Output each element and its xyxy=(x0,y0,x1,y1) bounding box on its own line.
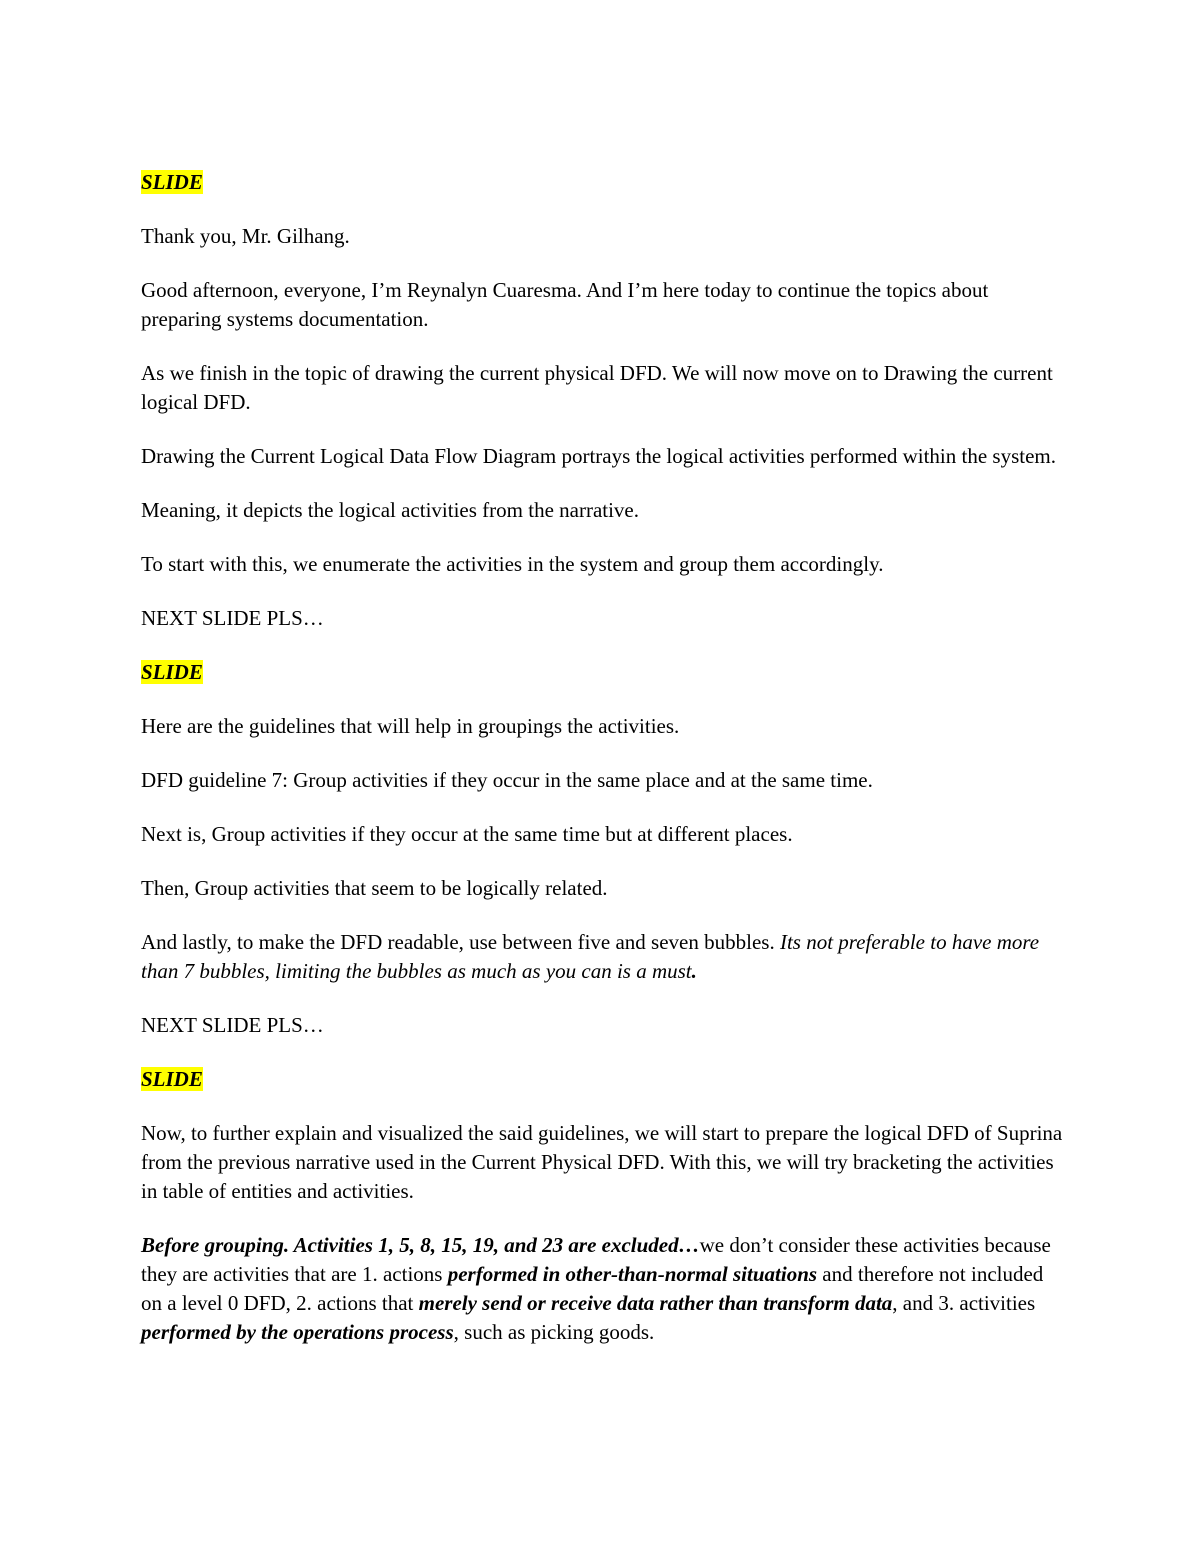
paragraph: Drawing the Current Logical Data Flow Diagram portrays the logical activities performed within the system. xyxy=(141,444,1056,468)
bold-italic-period: . xyxy=(691,959,697,983)
bold-italic-emphasis: Before grouping. Activities 1, 5, 8, 15, 19, and 23 are excluded… xyxy=(141,1233,700,1257)
paragraph-text: and therefore not included on a level 0 DFD, 2. actions that xyxy=(141,1262,1044,1315)
slide-marker-3 xyxy=(141,1065,1066,1094)
slide-label: SLIDE xyxy=(141,1067,203,1091)
paragraph: As we finish in the topic of drawing the current physical DFD. We will now move on to Drawing the current logical DFD. xyxy=(141,361,1053,414)
paragraph xyxy=(141,1231,1066,1347)
next-slide-note: NEXT SLIDE PLS… xyxy=(141,606,324,630)
next-slide-note: NEXT SLIDE PLS… xyxy=(141,1013,324,1037)
paragraph: To start with this, we enumerate the activities in the system and group them accordingly. xyxy=(141,552,884,576)
slide-label: SLIDE xyxy=(141,660,203,684)
paragraph-text: we don’t consider these activities because they are activities that are 1. actions xyxy=(141,1233,1051,1286)
paragraph-text: , such as picking goods. xyxy=(453,1320,655,1344)
paragraph-text: , and 3. activities xyxy=(892,1291,1036,1315)
bold-italic-emphasis: performed in other-than-normal situations xyxy=(447,1262,818,1286)
slide-marker-2 xyxy=(141,658,1066,687)
italic-emphasis: Its not preferable to have more than 7 bubbles, limiting the bubbles as much as you can is a must xyxy=(141,930,1040,983)
bold-italic-emphasis: performed by the operations process xyxy=(141,1320,454,1344)
paragraph: Good afternoon, everyone, I’m Reynalyn Cuaresma. And I’m here today to continue the topics about preparing systems documentation. xyxy=(141,278,989,331)
paragraph xyxy=(141,928,1066,986)
paragraph: Here are the guidelines that will help in groupings the activities. xyxy=(141,714,680,738)
slide-label: SLIDE xyxy=(141,170,203,194)
document-body xyxy=(141,168,1066,1372)
slide-marker-1 xyxy=(141,168,1066,197)
paragraph-text: And lastly, to make the DFD readable, use between five and seven bubbles. xyxy=(141,930,780,954)
paragraph: Next is, Group activities if they occur at the same time but at different places. xyxy=(141,822,793,846)
paragraph: Then, Group activities that seem to be logically related. xyxy=(141,876,608,900)
paragraph: Thank you, Mr. Gilhang. xyxy=(141,224,350,248)
paragraph: Now, to further explain and visualized the said guidelines, we will start to prepare the logical DFD of Suprina from the previous narrative used in the Current Physical DFD. With this, we will try bracketing the activities in table of entities and activities. xyxy=(141,1121,1063,1203)
bold-italic-emphasis: merely send or receive data rather than transform data xyxy=(418,1291,893,1315)
paragraph: DFD guideline 7: Group activities if they occur in the same place and at the same time. xyxy=(141,768,873,792)
paragraph: Meaning, it depicts the logical activities from the narrative. xyxy=(141,498,640,522)
